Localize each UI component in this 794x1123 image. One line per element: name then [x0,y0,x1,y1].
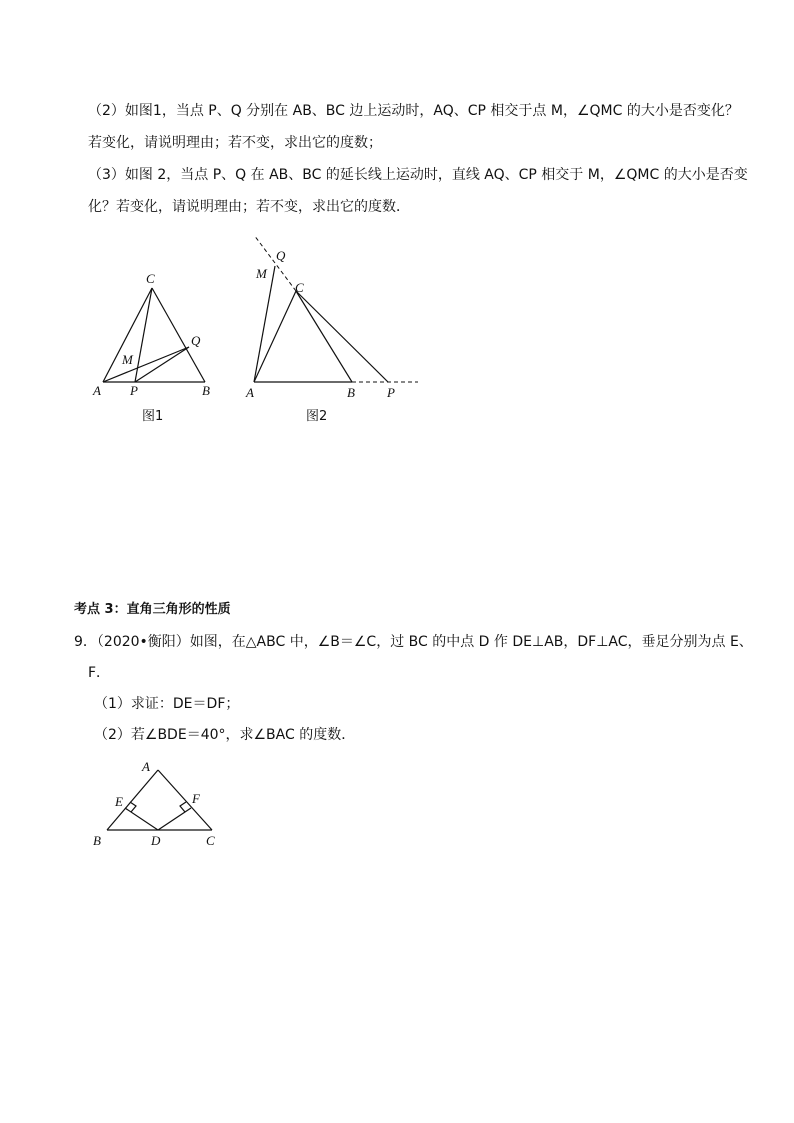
fig3-right-angle-e [130,802,136,812]
figure-problem9 [85,755,230,855]
fig3-label-b: B [93,833,101,848]
fig2-line-cp [296,291,388,382]
fig3-label-f: F [192,791,200,806]
fig1-segment-cp [135,288,152,382]
fig1-segment-aq [103,347,189,382]
fig2-label-p: P [387,385,395,400]
problem9-line2: F． [88,665,111,681]
problem8-part2-line2: 若变化，请说明理由；若不变，求出它的度数； [88,135,382,151]
fig3-segment-de [125,808,158,830]
fig1-label-c: C [146,271,155,286]
figure-1 [80,260,240,430]
fig3-label-c: C [206,833,215,848]
fig1-label-p: P [130,383,138,398]
fig2-label-q: Q [276,248,286,263]
fig2-side-bc [296,291,352,382]
problem9-part1: （1）求证：DE＝DF； [94,696,240,712]
fig1-side-ac [103,288,152,382]
fig1-label-q: Q [191,333,201,348]
fig2-side-ac [254,291,296,382]
figure-2 [240,230,430,430]
fig1-label-m: M [122,352,133,367]
fig1-caption: 图1 [142,409,164,424]
problem9-part2: （2）若∠BDE＝40°，求∠BAC 的度数． [94,727,356,743]
problem8-part2-line1: （2）如图1，当点 P、Q 分别在 AB、BC 边上运动时，AQ、CP 相交于点 M，∠QMC 的大小是否变化？ [88,103,739,119]
fig1-label-b: B [202,383,210,398]
fig3-label-a: A [142,759,150,774]
fig3-label-e: E [115,794,123,809]
fig3-segment-df [158,808,191,830]
fig2-label-m: M [256,266,267,281]
fig2-label-b: B [347,385,355,400]
fig2-caption: 图2 [306,409,328,424]
fig2-line-aq [254,266,275,382]
fig3-right-angle-f [180,802,186,812]
fig2-extension-bc [254,235,296,291]
fig2-label-a: A [246,385,254,400]
fig2-label-c: C [295,280,304,295]
fig1-label-a: A [93,383,101,398]
fig3-label-d: D [151,833,161,848]
fig1-segment-pq [135,347,189,382]
section-title: 考点 3：直角三角形的性质 [74,602,231,617]
problem8-part3-line1: （3）如图 2，当点 P、Q 在 AB、BC 的延长线上运动时，直线 AQ、CP 相交于 M，∠QMC 的大小是否变 [88,167,748,183]
problem8-part3-line2: 化？若变化，请说明理由；若不变，求出它的度数． [88,199,410,215]
problem9-line1: 9．（2020•衡阳）如图，在△ABC 中，∠B＝∠C，过 BC 的中点 D 作 DE⊥AB，DF⊥AC，垂足分别为点 E、 [74,634,753,650]
fig3-side-ac [158,770,212,830]
